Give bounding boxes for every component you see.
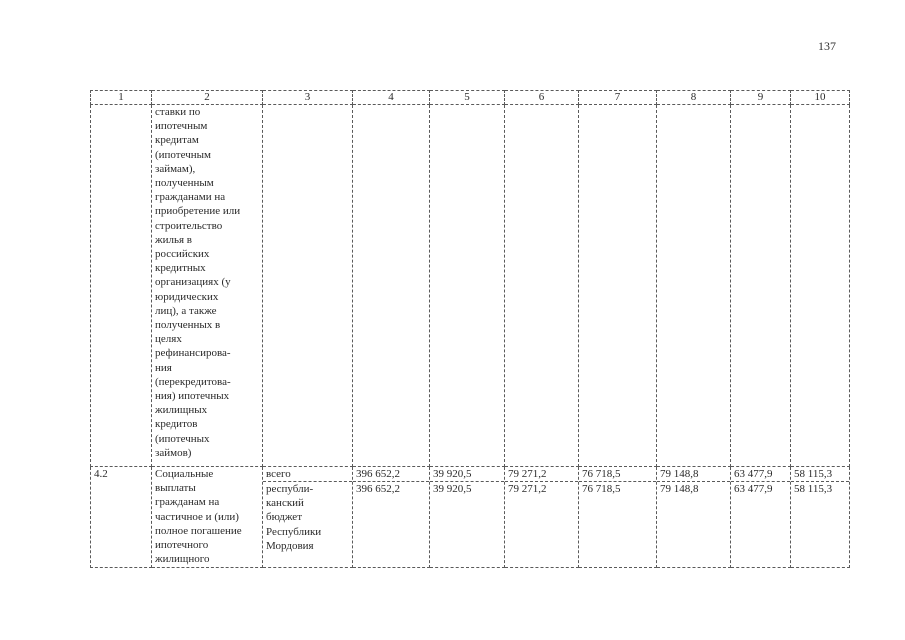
page-number: 137 — [818, 39, 836, 53]
column-header: 6 — [505, 91, 579, 105]
column-header: 1 — [91, 91, 152, 105]
amount-total: 76 718,5 — [582, 468, 621, 480]
amount-budget: 39 920,5 — [433, 483, 472, 495]
amount-cell — [579, 467, 657, 568]
item-number-cell — [91, 105, 152, 467]
item-number-cell: 4.2 — [91, 467, 152, 568]
column-header: 5 — [430, 91, 505, 105]
table-row — [91, 467, 850, 568]
table-row — [91, 105, 850, 467]
empty-cell — [263, 105, 353, 467]
amount-budget: 63 477,9 — [734, 483, 773, 495]
empty-cell — [657, 105, 731, 467]
empty-cell — [579, 105, 657, 467]
empty-cell — [505, 105, 579, 467]
column-header: 2 — [152, 91, 263, 105]
amount-cell — [505, 467, 579, 568]
amount-cell — [430, 467, 505, 568]
amount-total: 79 148,8 — [660, 468, 699, 480]
column-header: 4 — [353, 91, 430, 105]
empty-cell — [791, 105, 850, 467]
amount-total: 63 477,9 — [734, 468, 773, 480]
empty-cell — [353, 105, 430, 467]
amount-total: 58 115,3 — [794, 468, 833, 480]
funding-source-total: всего — [266, 468, 291, 480]
amount-budget: 58 115,3 — [794, 483, 833, 495]
amount-budget: 79 271,2 — [508, 483, 547, 495]
amount-budget: 79 148,8 — [660, 483, 699, 495]
amount-budget: 76 718,5 — [582, 483, 621, 495]
column-header: 7 — [579, 91, 657, 105]
amount-cell — [353, 467, 430, 568]
budget-table — [90, 90, 850, 568]
amount-total: 79 271,2 — [508, 468, 547, 480]
amount-cell — [791, 467, 850, 568]
column-header: 10 — [791, 91, 850, 105]
description-cell: Социальные выплаты гражданам на частичное и (или) полное погашение ипотечного жилищного — [152, 467, 263, 568]
amount-total: 39 920,5 — [433, 468, 472, 480]
header-row — [91, 91, 850, 105]
funding-source-budget: республи- канский бюджет Республики Мордовия — [266, 483, 322, 552]
empty-cell — [731, 105, 791, 467]
amount-budget: 396 652,2 — [356, 483, 400, 495]
amount-cell — [657, 467, 731, 568]
empty-cell — [430, 105, 505, 467]
column-header: 3 — [263, 91, 353, 105]
column-header: 9 — [731, 91, 791, 105]
description-cell: ставки по ипотечным кредитам (ипотечным займам), полученным гражданами на приобретение или строительство жилья в российских кредитных организациях (у юридических лиц), а также полученных в целях рефинансирова- ния (перекредитова- ния) ипотечных жилищных кредитов (ипотечных займов) — [152, 105, 263, 467]
funding-source-cell — [263, 467, 353, 568]
amount-total: 396 652,2 — [356, 468, 400, 480]
amount-cell — [731, 467, 791, 568]
column-header: 8 — [657, 91, 731, 105]
